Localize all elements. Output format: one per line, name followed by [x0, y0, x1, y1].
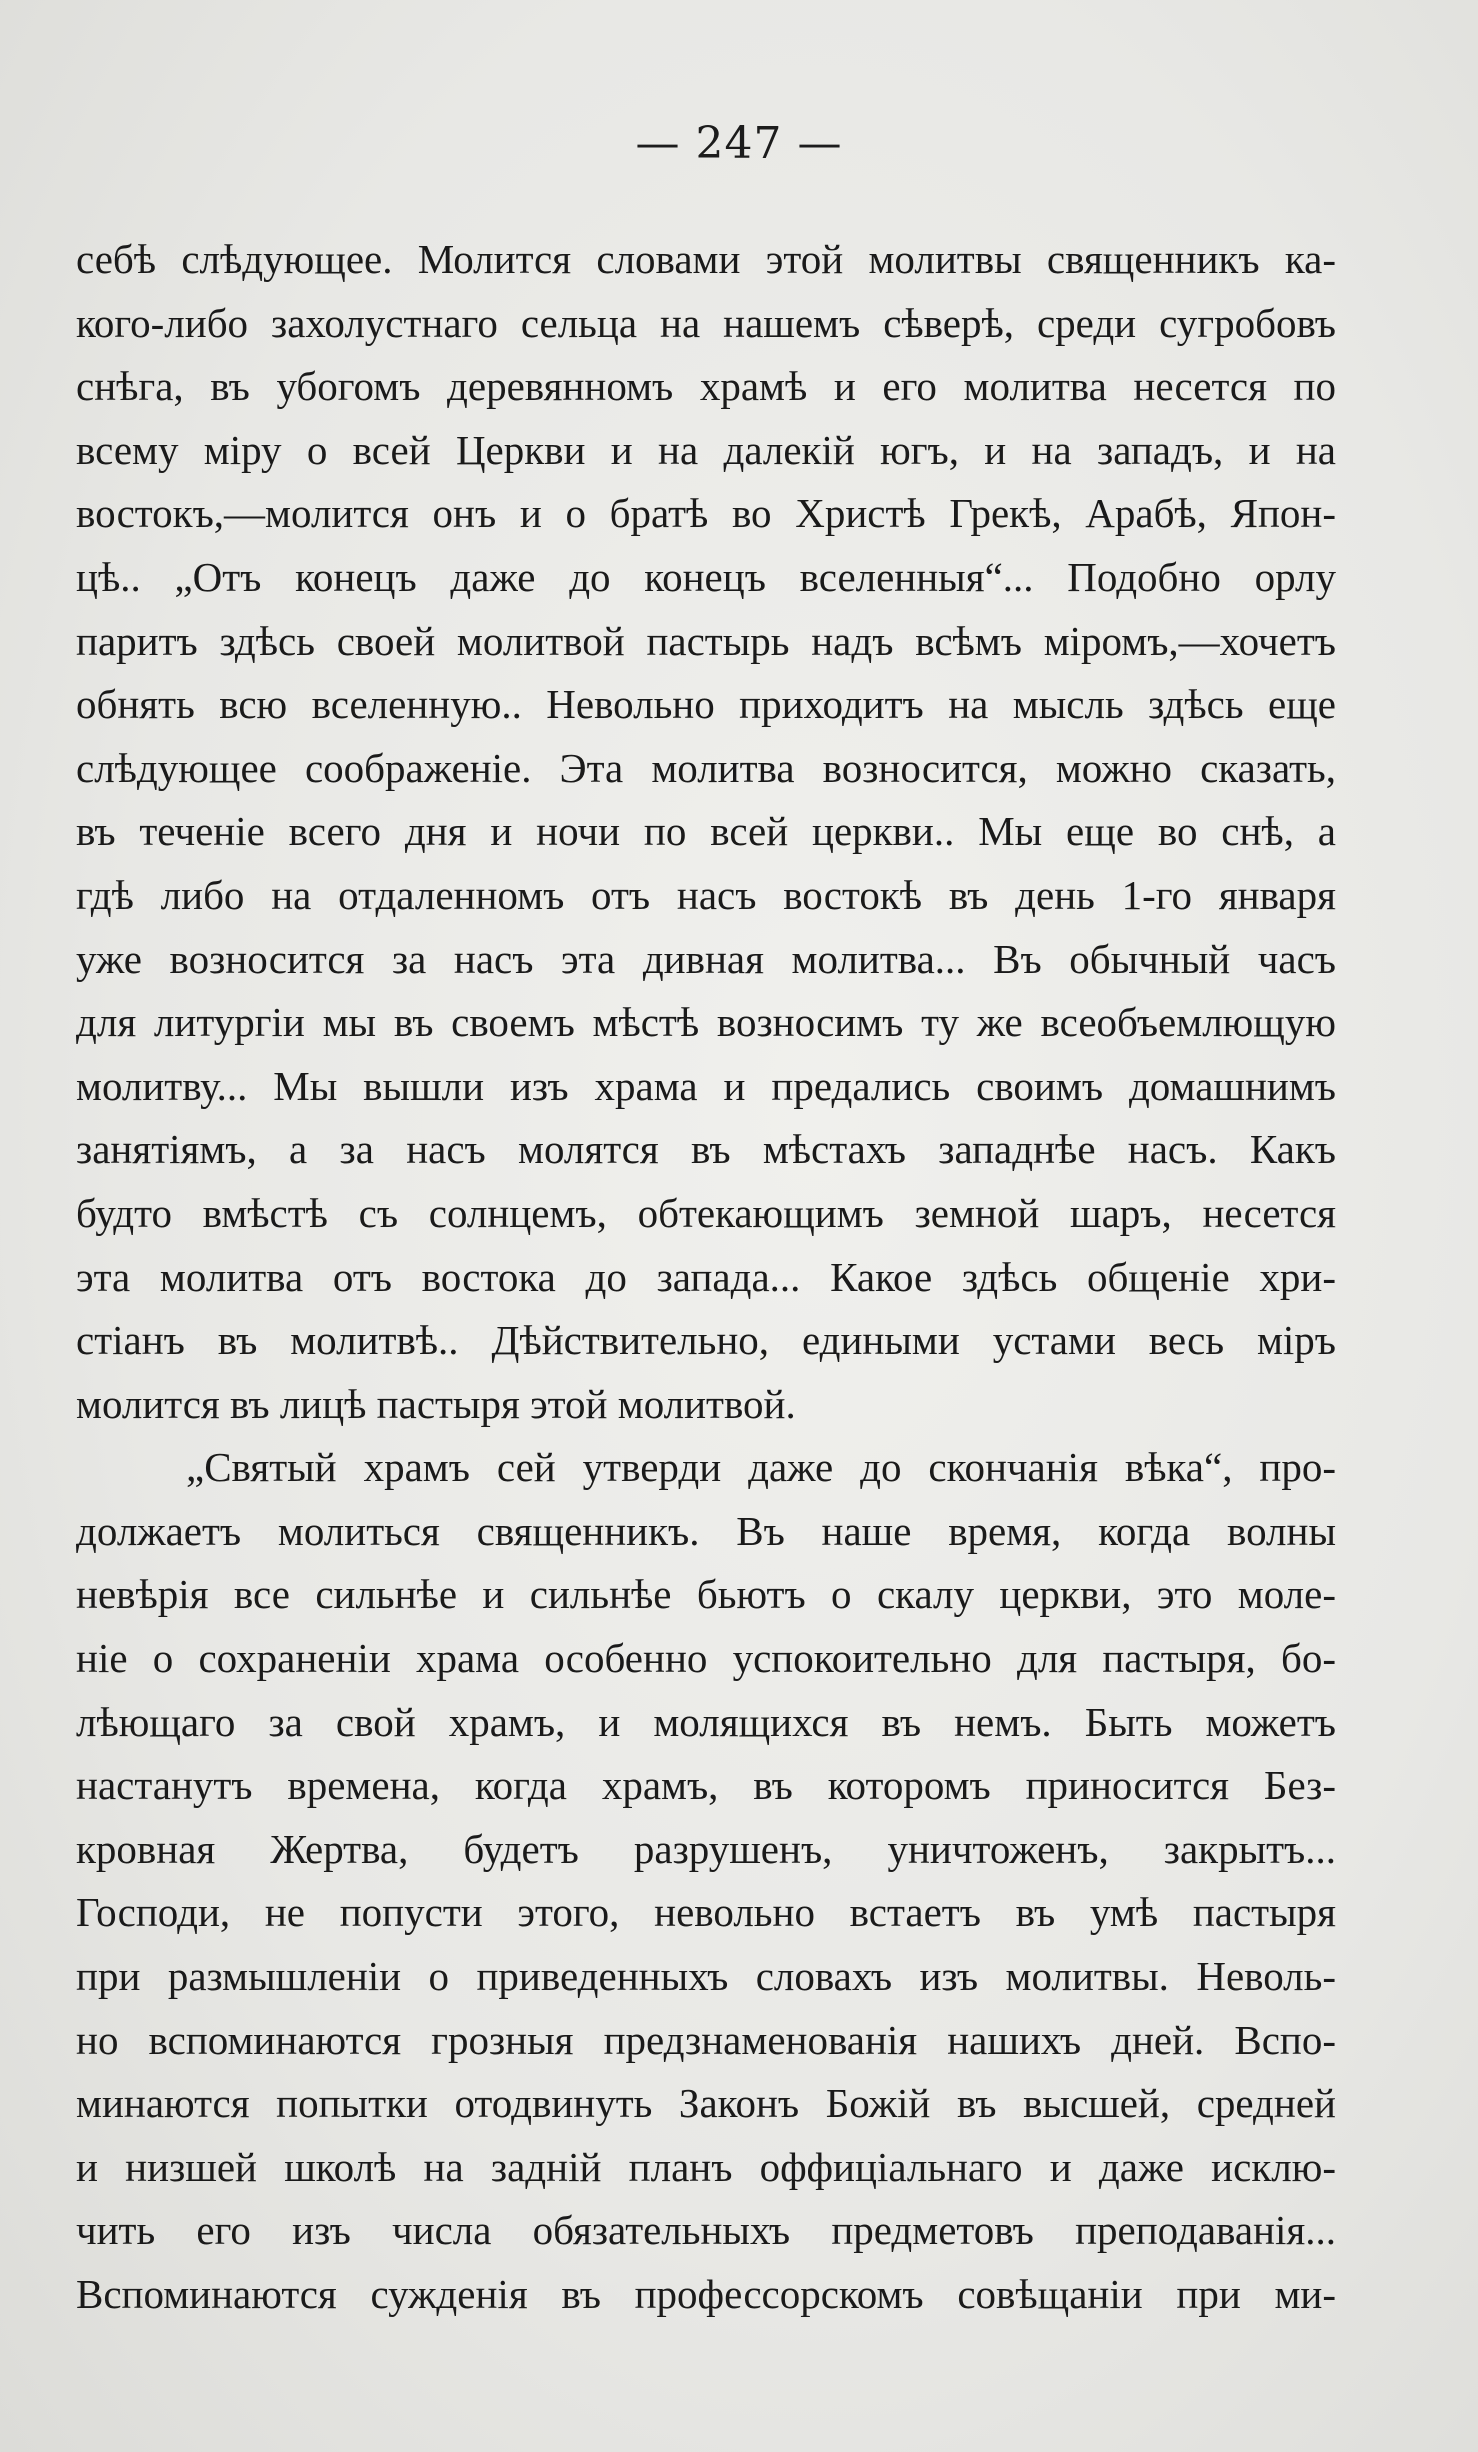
- text-line: при размышленіи о приведенныхъ словахъ изъ молитвы. Неволь-: [76, 1953, 1336, 2000]
- text-line: молитву... Мы вышли изъ храма и предались своимъ домашнимъ: [76, 1062, 1336, 1109]
- text-line: будто вмѣстѣ съ солнцемъ, обтекающимъ земной шаръ, несется: [76, 1189, 1336, 1236]
- text-line: всему міру о всей Церкви и на далекій югъ, и на западъ, и на: [76, 426, 1336, 473]
- text-line: чить его изъ числа обязательныхъ предметовъ преподаванія...: [76, 2207, 1336, 2254]
- text-line: гдѣ либо на отдаленномъ отъ насъ востокѣ въ день 1-го января: [76, 871, 1336, 918]
- text-line: настанутъ времена, когда храмъ, въ которомъ приносится Без-: [76, 1762, 1336, 1809]
- text-line: должаетъ молиться священникъ. Въ наше время, когда волны: [76, 1507, 1336, 1554]
- text-line: но вспоминаются грозныя предзнаменованія нашихъ дней. Вспо-: [76, 2016, 1336, 2063]
- body-text: [76, 228, 1336, 2327]
- text-line: цѣ.. „Отъ конецъ даже до конецъ вселенныя“... Подобно орлу: [76, 553, 1336, 600]
- text-line: занятіямъ, а за насъ молятся въ мѣстахъ западнѣе насъ. Какъ: [76, 1126, 1336, 1173]
- text-line: стіанъ въ молитвѣ.. Дѣйствительно, едиными устами весь міръ: [76, 1317, 1336, 1364]
- text-line: снѣга, въ убогомъ деревянномъ храмѣ и его молитва несется по: [76, 363, 1336, 410]
- text-line: обнять всю вселенную.. Невольно приходитъ на мысль здѣсь еще: [76, 681, 1336, 728]
- text-line: и низшей школѣ на задній планъ оффиціальнаго и даже исклю-: [76, 2143, 1336, 2190]
- page-number: — 247 —: [635, 118, 843, 169]
- text-line: востокъ,—молится онъ и о братѣ во Христѣ Грекѣ, Арабѣ, Япон-: [76, 490, 1336, 537]
- text-line: ніе о сохраненіи храма особенно успокоительно для пастыря, бо-: [76, 1635, 1336, 1682]
- text-line: молится въ лицѣ пастыря этой молитвой.: [76, 1380, 796, 1427]
- text-line: слѣдующее соображеніе. Эта молитва возносится, можно сказать,: [76, 744, 1336, 791]
- text-line: паритъ здѣсь своей молитвой пастырь надъ всѣмъ міромъ,—хочетъ: [76, 617, 1336, 664]
- text-line: Господи, не попусти этого, невольно встаетъ въ умѣ пастыря: [76, 1889, 1336, 1936]
- text-line: въ теченіе всего дня и ночи по всей церкви.. Мы еще во снѣ, а: [76, 808, 1336, 855]
- text-line: для литургіи мы въ своемъ мѣстѣ возносимъ ту же всеобъемлющую: [76, 999, 1336, 1046]
- text-line: кровная Жертва, будетъ разрушенъ, уничтоженъ, закрытъ...: [76, 1825, 1336, 1872]
- text-line: минаются попытки отодвинуть Законъ Божій въ высшей, средней: [76, 2080, 1336, 2127]
- text-line: уже возносится за насъ эта дивная молитва... Въ обычный часъ: [76, 935, 1336, 982]
- text-line: кого-либо захолустнаго сельца на нашемъ сѣверѣ, среди сугробовъ: [76, 299, 1336, 346]
- text-line: Вспоминаются сужденія въ профессорскомъ совѣщаніи при ми-: [76, 2271, 1336, 2317]
- text-line: лѣющаго за свой храмъ, и молящихся въ немъ. Быть можетъ: [76, 1698, 1336, 1745]
- text-line: „Святый храмъ сей утверди даже до скончанія вѣка“, про-: [186, 1444, 1336, 1491]
- text-line: себѣ слѣдующее. Молится словами этой молитвы священникъ ка-: [76, 236, 1336, 282]
- text-line: невѣрія все сильнѣе и сильнѣе бьютъ о скалу церкви, это моле-: [76, 1571, 1336, 1618]
- text-line: эта молитва отъ востока до запада... Какое здѣсь общеніе хри-: [76, 1253, 1336, 1300]
